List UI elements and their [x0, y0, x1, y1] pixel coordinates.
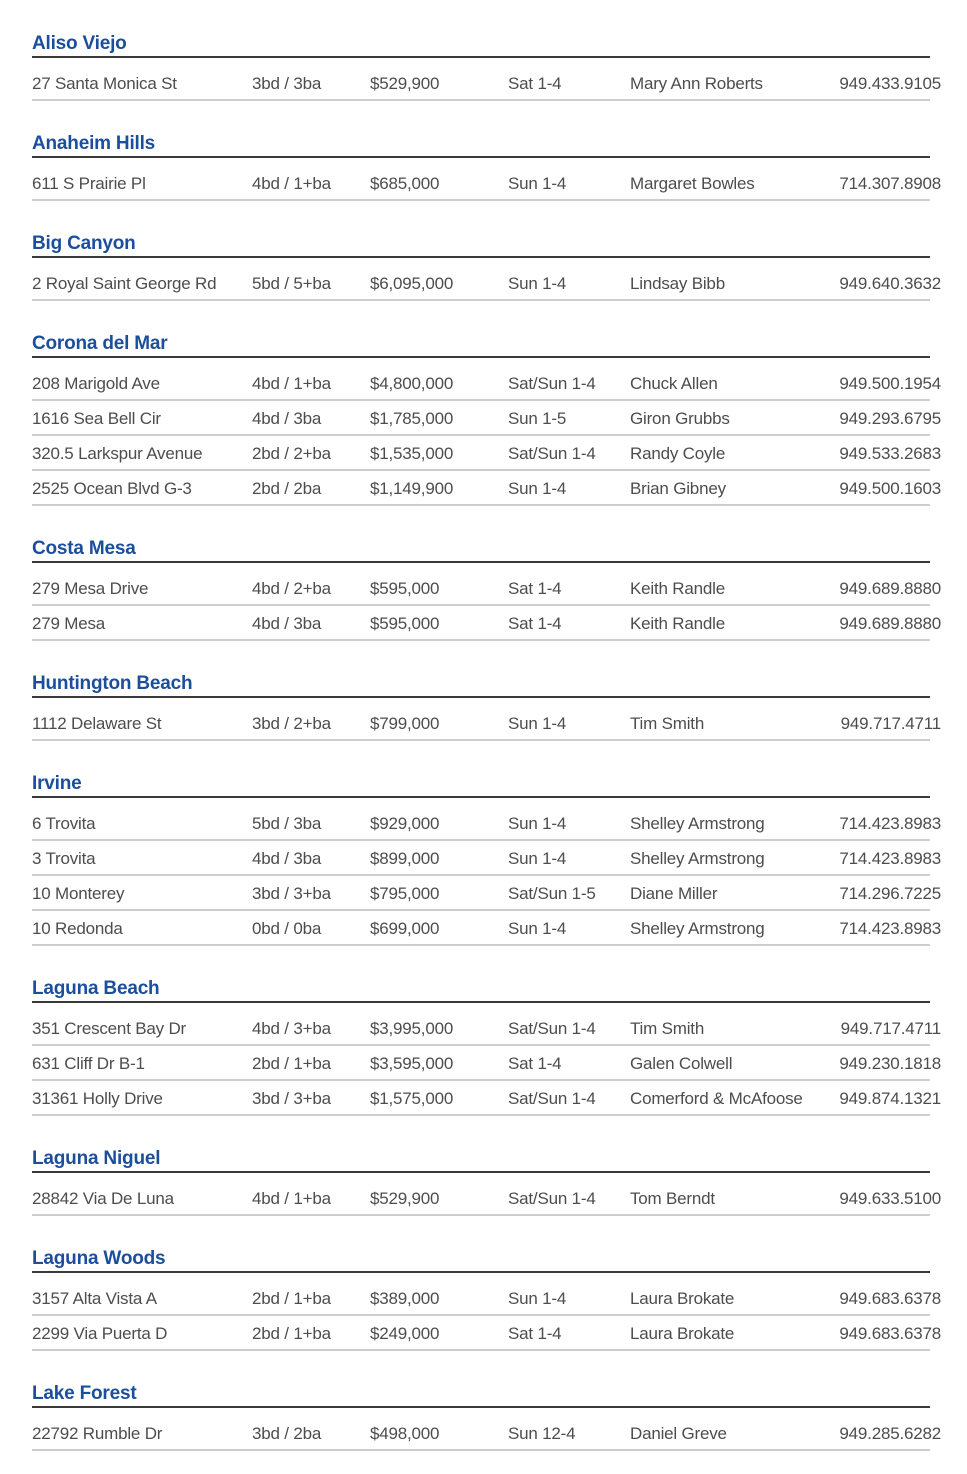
listing-beds-baths: 0bd / 0ba [252, 919, 322, 938]
listing-price: $795,000 [370, 884, 440, 903]
listing-price: $1,535,000 [370, 444, 454, 463]
listing-agent-phone: 949.633.5100 [839, 1189, 941, 1208]
city-section [32, 978, 941, 1116]
listing-agent-name: Tom Berndt [630, 1189, 715, 1208]
listing-agent-name: Chuck Allen [630, 374, 718, 393]
listing-agent-phone: 714.423.8983 [839, 814, 941, 833]
listing-address: 2525 Ocean Blvd G-3 [32, 479, 192, 498]
listing-agent-phone: 714.307.8908 [839, 174, 941, 193]
listing-agent-phone: 714.423.8983 [839, 849, 941, 868]
listing-row [32, 1273, 941, 1316]
city-listings [32, 158, 941, 201]
listing-address: 2299 Via Puerta D [32, 1324, 168, 1343]
listing-price: $529,900 [370, 74, 440, 93]
listing-agent-name: Margaret Bowles [630, 174, 755, 193]
listing-address: 3157 Alta Vista A [32, 1289, 157, 1308]
listing-row [32, 258, 941, 301]
listing-address: 2 Royal Saint George Rd [32, 274, 217, 293]
listing-agent-name: Shelley Armstrong [630, 919, 765, 938]
listing-price: $799,000 [370, 714, 440, 733]
listing-openhouse-time: Sun 12-4 [508, 1424, 576, 1443]
listing-beds-baths: 5bd / 3ba [252, 814, 322, 833]
city-section [32, 773, 941, 946]
listing-price: $595,000 [370, 614, 440, 633]
listing-beds-baths: 4bd / 1+ba [252, 1189, 331, 1208]
listing-price: $3,595,000 [370, 1054, 454, 1073]
city-heading: Costa Mesa [32, 539, 930, 563]
city-listings [32, 1173, 941, 1216]
listing-address: 611 S Prairie Pl [32, 174, 146, 193]
listing-price: $929,000 [370, 814, 440, 833]
listing-beds-baths: 2bd / 1+ba [252, 1324, 331, 1343]
listing-row [32, 436, 941, 471]
listing-beds-baths: 4bd / 1+ba [252, 374, 331, 393]
listing-price: $389,000 [370, 1289, 440, 1308]
listing-agent-phone: 949.874.1321 [839, 1089, 941, 1108]
listing-agent-phone: 714.296.7225 [839, 884, 941, 903]
city-section [32, 233, 941, 301]
listing-price: $529,900 [370, 1189, 440, 1208]
listing-row [32, 401, 941, 436]
listing-agent-name: Keith Randle [630, 614, 725, 633]
listing-address: 31361 Holly Drive [32, 1089, 163, 1108]
city-listings [32, 798, 941, 946]
listing-openhouse-time: Sat 1-4 [508, 614, 562, 633]
listing-price: $498,000 [370, 1424, 440, 1443]
listing-beds-baths: 2bd / 1+ba [252, 1054, 331, 1073]
listing-address: 279 Mesa Drive [32, 579, 149, 598]
listing-address: 1112 Delaware St [32, 714, 162, 733]
listing-agent-phone: 949.433.9105 [839, 74, 941, 93]
listing-row [32, 58, 941, 101]
city-heading: Laguna Beach [32, 979, 930, 1003]
listing-openhouse-time: Sun 1-4 [508, 919, 567, 938]
city-section [32, 1383, 941, 1451]
listing-agent-name: Lindsay Bibb [630, 274, 725, 293]
listing-openhouse-time: Sun 1-4 [508, 814, 567, 833]
listing-price: $249,000 [370, 1324, 440, 1343]
listing-agent-name: Diane Miller [630, 884, 718, 903]
listing-row [32, 1173, 941, 1216]
listing-agent-phone: 949.683.6378 [839, 1324, 941, 1343]
listing-agent-name: Tim Smith [630, 714, 705, 733]
listing-agent-name: Comerford & McAfoose [630, 1089, 803, 1108]
listing-address: 320.5 Larkspur Avenue [32, 444, 203, 463]
listing-row [32, 798, 941, 841]
listing-openhouse-time: Sat/Sun 1-5 [508, 884, 596, 903]
listing-agent-phone: 949.689.8880 [839, 614, 941, 633]
city-section [32, 538, 941, 641]
listing-address: 208 Marigold Ave [32, 374, 160, 393]
listing-beds-baths: 4bd / 3+ba [252, 1019, 331, 1038]
listing-address: 22792 Rumble Dr [32, 1424, 163, 1443]
listing-agent-phone: 949.683.6378 [839, 1289, 941, 1308]
city-listings [32, 1273, 941, 1351]
listing-agent-name: Mary Ann Roberts [630, 74, 763, 93]
city-heading: Aliso Viejo [32, 34, 930, 58]
city-section [32, 33, 941, 101]
listing-price: $1,149,900 [370, 479, 454, 498]
listing-row [32, 1081, 941, 1116]
listing-agent-name: Galen Colwell [630, 1054, 733, 1073]
listing-openhouse-time: Sat/Sun 1-4 [508, 1019, 596, 1038]
listing-row [32, 911, 941, 946]
listing-address: 351 Crescent Bay Dr [32, 1019, 186, 1038]
listing-address: 631 Cliff Dr B-1 [32, 1054, 145, 1073]
listing-address: 279 Mesa [32, 614, 106, 633]
listing-price: $595,000 [370, 579, 440, 598]
city-heading: Anaheim Hills [32, 134, 930, 158]
listing-beds-baths: 4bd / 1+ba [252, 174, 331, 193]
listing-openhouse-time: Sat/Sun 1-4 [508, 374, 596, 393]
listing-row [32, 876, 941, 911]
city-section [32, 133, 941, 201]
listing-beds-baths: 4bd / 2+ba [252, 579, 331, 598]
listing-agent-name: Randy Coyle [630, 444, 726, 463]
listing-price: $899,000 [370, 849, 440, 868]
listing-agent-phone: 949.717.4711 [840, 1019, 941, 1038]
listing-beds-baths: 3bd / 2+ba [252, 714, 331, 733]
listing-openhouse-time: Sun 1-4 [508, 479, 567, 498]
listing-row [32, 563, 941, 606]
listing-beds-baths: 5bd / 5+ba [252, 274, 331, 293]
listing-openhouse-time: Sun 1-4 [508, 1289, 567, 1308]
city-listings [32, 1408, 941, 1451]
listing-openhouse-time: Sat 1-4 [508, 579, 562, 598]
listing-row [32, 471, 941, 506]
city-heading: Big Canyon [32, 234, 930, 258]
listing-address: 10 Monterey [32, 884, 125, 903]
city-section [32, 333, 941, 506]
listing-address: 6 Trovita [32, 814, 96, 833]
listing-address: 10 Redonda [32, 919, 123, 938]
listing-beds-baths: 2bd / 2+ba [252, 444, 331, 463]
listing-agent-name: Brian Gibney [630, 479, 726, 498]
city-listings [32, 1003, 941, 1116]
listing-openhouse-time: Sat 1-4 [508, 1054, 562, 1073]
listing-beds-baths: 4bd / 3ba [252, 409, 322, 428]
listing-row [32, 1003, 941, 1046]
listing-agent-phone: 949.717.4711 [840, 714, 941, 733]
listing-price: $3,995,000 [370, 1019, 454, 1038]
listing-row [32, 1046, 941, 1081]
listing-row [32, 698, 941, 741]
listing-agent-phone: 949.285.6282 [839, 1424, 941, 1443]
city-listings [32, 58, 941, 101]
listing-beds-baths: 3bd / 3+ba [252, 884, 331, 903]
listing-agent-phone: 714.423.8983 [839, 919, 941, 938]
listing-agent-name: Shelley Armstrong [630, 849, 765, 868]
listing-openhouse-time: Sun 1-4 [508, 274, 567, 293]
city-heading: Corona del Mar [32, 334, 930, 358]
listing-price: $685,000 [370, 174, 440, 193]
city-heading: Laguna Niguel [32, 1149, 930, 1173]
listing-agent-phone: 949.500.1954 [839, 374, 941, 393]
listing-beds-baths: 2bd / 2ba [252, 479, 322, 498]
city-heading: Laguna Woods [32, 1249, 930, 1273]
city-listings [32, 698, 941, 741]
listing-agent-name: Laura Brokate [630, 1289, 735, 1308]
city-listings [32, 258, 941, 301]
listing-agent-name: Daniel Greve [630, 1424, 727, 1443]
listing-row [32, 158, 941, 201]
listing-price: $699,000 [370, 919, 440, 938]
listing-openhouse-time: Sun 1-4 [508, 849, 567, 868]
listing-beds-baths: 3bd / 3+ba [252, 1089, 331, 1108]
listing-agent-phone: 949.230.1818 [839, 1054, 941, 1073]
listing-agent-name: Laura Brokate [630, 1324, 735, 1343]
listing-openhouse-time: Sun 1-4 [508, 174, 567, 193]
listing-agent-name: Giron Grubbs [630, 409, 730, 428]
listing-openhouse-time: Sat/Sun 1-4 [508, 1089, 596, 1108]
listing-price: $6,095,000 [370, 274, 454, 293]
city-listings [32, 358, 941, 506]
listing-address: 1616 Sea Bell Cir [32, 409, 161, 428]
listing-price: $1,575,000 [370, 1089, 454, 1108]
listing-agent-phone: 949.500.1603 [839, 479, 941, 498]
listing-address: 27 Santa Monica St [32, 74, 177, 93]
listing-openhouse-time: Sat/Sun 1-4 [508, 444, 596, 463]
city-listings [32, 563, 941, 641]
city-heading: Lake Forest [32, 1384, 930, 1408]
listing-openhouse-time: Sat 1-4 [508, 74, 562, 93]
listing-openhouse-time: Sat 1-4 [508, 1324, 562, 1343]
listing-agent-name: Tim Smith [630, 1019, 705, 1038]
listing-agent-name: Keith Randle [630, 579, 725, 598]
listing-row [32, 841, 941, 876]
listing-beds-baths: 3bd / 3ba [252, 74, 322, 93]
listing-row [32, 1408, 941, 1451]
listing-beds-baths: 4bd / 3ba [252, 614, 322, 633]
listing-openhouse-time: Sun 1-4 [508, 714, 567, 733]
listing-beds-baths: 3bd / 2ba [252, 1424, 322, 1443]
city-heading: Huntington Beach [32, 674, 930, 698]
listing-address: 28842 Via De Luna [32, 1189, 174, 1208]
listing-row [32, 1316, 941, 1351]
listing-address: 3 Trovita [32, 849, 96, 868]
listing-price: $1,785,000 [370, 409, 454, 428]
listing-beds-baths: 4bd / 3ba [252, 849, 322, 868]
listing-openhouse-time: Sat/Sun 1-4 [508, 1189, 596, 1208]
city-heading: Irvine [32, 774, 930, 798]
city-section [32, 1148, 941, 1216]
listing-row [32, 606, 941, 641]
listing-agent-phone: 949.533.2683 [839, 444, 941, 463]
listing-agent-phone: 949.640.3632 [839, 274, 941, 293]
city-section [32, 673, 941, 741]
listing-agent-name: Shelley Armstrong [630, 814, 765, 833]
listing-agent-phone: 949.293.6795 [839, 409, 941, 428]
listing-openhouse-time: Sun 1-5 [508, 409, 567, 428]
listing-agent-phone: 949.689.8880 [839, 579, 941, 598]
listing-price: $4,800,000 [370, 374, 454, 393]
listing-row [32, 358, 941, 401]
listing-beds-baths: 2bd / 1+ba [252, 1289, 331, 1308]
city-section [32, 1248, 941, 1351]
